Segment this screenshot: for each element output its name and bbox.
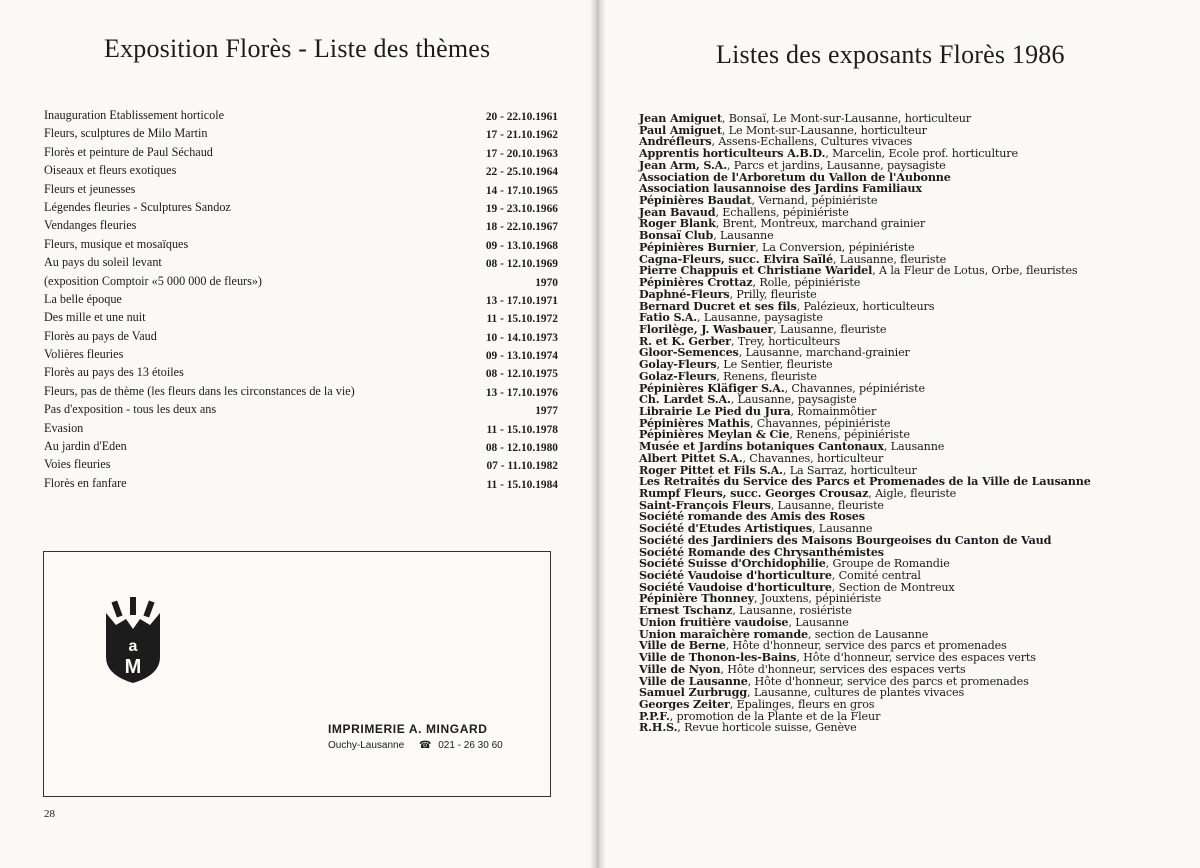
exhibitor-name: P.P.F. xyxy=(639,708,670,723)
exhibitor-details: , Lausanne, marchand-grainier xyxy=(738,346,910,360)
telephone-icon: ☎ xyxy=(418,740,432,751)
exhibitor-name: Musée et Jardins botaniques Cantonaux xyxy=(639,439,884,454)
exhibitor-details: , Rolle, pépiniériste xyxy=(752,276,861,290)
exhibitor-details: , Chavannes, horticulteur xyxy=(742,451,884,465)
exhibitor-details: , Chavannes, pépiniériste xyxy=(784,381,925,395)
theme-date: 1970 xyxy=(535,276,558,289)
exhibitor-details: , Section de Montreux xyxy=(831,580,955,594)
exhibitor-name: Société Vaudoise d'horticulture xyxy=(639,568,832,583)
exhibitor-details: , Bonsaï, Le Mont-sur-Lausanne, horticulteur xyxy=(721,112,971,125)
exhibitor-name: Golay-Fleurs xyxy=(639,357,717,372)
exhibitor-details: , Lausanne xyxy=(883,440,945,454)
exhibitor-details: , La Conversion, pépiniériste xyxy=(755,240,915,254)
exhibitor-details: , Lausanne, paysagiste xyxy=(697,311,823,325)
theme-name: Voies fleuries xyxy=(44,457,111,472)
theme-date: 09 - 13.10.1974 xyxy=(485,350,558,363)
theme-date: 09 - 13.10.1968 xyxy=(485,239,558,252)
logo-letter-a: a xyxy=(128,638,138,655)
theme-row xyxy=(44,143,564,161)
printer-location: Ouchy-Lausanne xyxy=(328,740,405,751)
printer-address xyxy=(328,740,503,751)
exhibitor-details: , Hôte d'honneur, service des parcs et promenades xyxy=(725,639,1007,653)
theme-date: 11 - 15.10.1978 xyxy=(486,423,558,436)
book-gutter xyxy=(590,0,606,868)
theme-name: Florès au pays de Vaud xyxy=(44,328,157,343)
theme-row xyxy=(44,180,564,198)
exhibitor-name: Ville de Lausanne xyxy=(639,673,748,688)
theme-name: Inauguration Etablissement horticole xyxy=(44,108,225,122)
exhibitor-name: Saint-François Fleurs xyxy=(639,497,771,512)
exhibitor-name: Société d'Etudes Artistiques xyxy=(639,521,812,536)
exhibitor-details: , Lausanne xyxy=(812,522,873,536)
theme-name: Florès en fanfare xyxy=(44,475,127,490)
theme-name: Fleurs, sculptures de Milo Martin xyxy=(44,126,208,141)
theme-name: Au pays du soleil levant xyxy=(44,255,162,270)
exhibitor-details: , Renens, fleuriste xyxy=(716,369,817,383)
theme-date: 08 - 12.10.1980 xyxy=(485,442,558,455)
theme-date: 22 - 25.10.1964 xyxy=(485,166,558,179)
exhibitor-name: Rumpf Fleurs, succ. Georges Crousaz xyxy=(639,486,869,500)
theme-row xyxy=(44,253,564,271)
exhibitor-details: , Parcs et jardins, Lausanne, paysagiste xyxy=(726,158,946,172)
exhibitor-name: Union fruitière vaudoise xyxy=(639,614,789,629)
theme-date: 14 - 17.10.1965 xyxy=(485,184,558,197)
exhibitor-name: Librairie Le Pied du Jura xyxy=(639,403,791,418)
exhibitor-name: Société Romande des Chrysanthémistes xyxy=(639,544,884,559)
left-page xyxy=(0,0,598,868)
exhibitor-details: , Jouxtens, pépiniériste xyxy=(753,592,882,606)
exhibitor-name: Société des Jardiniers des Maisons Bourgeoises du Canton de Vaud xyxy=(639,532,1052,547)
exhibitor-name: Pépinière Thonney xyxy=(639,591,754,606)
theme-row xyxy=(44,161,564,179)
theme-row xyxy=(44,400,564,418)
exhibitor-details: , Le Mont-sur-Lausanne, horticulteur xyxy=(721,123,927,137)
exhibitor-name: Roger Pittet et Fils S.A. xyxy=(639,462,783,477)
exhibitor-name: Ernest Tschanz xyxy=(639,603,733,618)
exhibitor-name: Andréfleurs xyxy=(639,134,712,149)
printer-advertisement xyxy=(43,551,551,797)
exhibitor-name: Paul Amiguet xyxy=(639,122,722,137)
theme-name: Fleurs, pas de thème (les fleurs dans les circonstances de la vie) xyxy=(44,383,355,398)
exhibitor-details: , Lausanne, fleuriste xyxy=(770,498,884,512)
exhibitor-details: , Echallens, pépiniériste xyxy=(715,205,849,219)
theme-name: Au jardin d'Eden xyxy=(44,439,127,454)
exhibitor-list xyxy=(639,113,1179,734)
theme-name: Oiseaux et fleurs exotiques xyxy=(44,163,177,178)
page-number: 28 xyxy=(44,808,55,820)
mingard-logo-icon xyxy=(102,595,164,689)
theme-date: 1977 xyxy=(535,405,558,418)
exhibitor-details: , Trey, horticulteurs xyxy=(730,334,841,348)
theme-row xyxy=(44,455,564,473)
exhibitor-name: Société Vaudoise d'horticulture xyxy=(639,579,832,594)
exhibitor-name: Pépinières Crottaz xyxy=(639,275,753,290)
exhibitor-details: , Lausanne, fleuriste xyxy=(833,252,947,266)
exhibitor-row xyxy=(639,722,1179,734)
theme-row xyxy=(44,124,564,142)
theme-row xyxy=(44,419,564,437)
exhibitor-name: Georges Zeiter xyxy=(639,696,730,711)
exhibitor-name: Pierre Chappuis et Christiane Waridel xyxy=(639,263,873,278)
exhibitor-name: Golaz-Fleurs xyxy=(639,368,717,383)
theme-row xyxy=(44,345,564,363)
exhibitor-details: , Romainmôtier xyxy=(790,404,877,418)
theme-name: (exposition Comptoir «5 000 000 de fleurs») xyxy=(44,273,262,288)
exhibitor-name: Pépinières Meylan & Cie xyxy=(639,427,790,442)
exhibitor-name: Société Suisse d'Orchidophilie xyxy=(639,556,826,571)
exhibitor-details: , Lausanne xyxy=(713,229,774,243)
theme-row xyxy=(44,474,564,492)
theme-name: Florès et peinture de Paul Séchaud xyxy=(44,144,213,159)
theme-date: 17 - 20.10.1963 xyxy=(485,147,558,160)
exhibitor-name: Daphné-Fleurs xyxy=(639,286,730,301)
exhibitor-details: , Revue horticole suisse, Genève xyxy=(677,721,857,735)
exhibitor-details: , Comité central xyxy=(831,569,921,583)
exhibitor-name: Albert Pittet S.A. xyxy=(639,450,743,465)
theme-date: 07 - 11.10.1982 xyxy=(486,460,558,473)
theme-name: Vendanges fleuries xyxy=(44,218,137,233)
printer-name: IMPRIMERIE A. MINGARD xyxy=(328,722,488,736)
theme-row xyxy=(44,198,564,216)
theme-date: 20 - 22.10.1961 xyxy=(485,111,558,123)
theme-name: Pas d'exposition - tous les deux ans xyxy=(44,402,217,417)
theme-row xyxy=(44,437,564,455)
theme-name: Fleurs, musique et mosaïques xyxy=(44,236,189,251)
exhibitor-name: Gloor-Semences xyxy=(639,345,739,360)
exhibitor-name: Pépinières Mathis xyxy=(639,415,750,430)
exhibitor-name: Ch. Lardet S.A. xyxy=(639,392,731,407)
exhibitor-name: Bonsaï Club xyxy=(639,228,714,243)
exhibitor-details: , Lausanne, paysagiste xyxy=(730,393,857,407)
theme-date: 11 - 15.10.1984 xyxy=(486,478,558,491)
exhibitor-name: Florilège, J. Wasbauer xyxy=(639,321,774,336)
theme-date: 17 - 21.10.1962 xyxy=(485,129,558,142)
exhibitor-details: , Epalinges, fleurs en gros xyxy=(729,697,875,711)
exhibitor-details: , Lausanne xyxy=(788,615,849,629)
exhibitor-name: Ville de Nyon xyxy=(639,661,721,676)
exhibitors-title: Listes des exposants Florès 1986 xyxy=(716,40,1065,69)
theme-date: 08 - 12.10.1969 xyxy=(485,258,558,271)
exhibitor-name: Les Retraités du Service des Parcs et Promenades de la Ville de Lausanne xyxy=(639,474,1091,489)
exhibitor-name: Cagna-Fleurs, succ. Elvira Saïlé xyxy=(639,251,833,266)
theme-date: 10 - 14.10.1973 xyxy=(485,331,558,344)
theme-row xyxy=(44,235,564,253)
theme-row xyxy=(44,216,564,234)
exhibitor-details: , Hôte d'honneur, services des espaces verts xyxy=(720,662,966,676)
exhibitor-name: Association de l'Arboretum du Vallon de l'Aubonne xyxy=(639,169,951,184)
exhibitor-details: , A la Fleur de Lotus, Orbe, fleuristes xyxy=(872,264,1078,278)
theme-name: La belle époque xyxy=(44,291,122,306)
exhibitor-name: Jean Amiguet xyxy=(639,111,722,125)
theme-row xyxy=(44,290,564,308)
exhibitor-name: Jean Arm, S.A. xyxy=(639,157,727,172)
exhibitor-name: Pépinières Kläfiger S.A. xyxy=(639,380,785,395)
logo-letter-m: M xyxy=(124,656,142,678)
exhibitor-name: Union maraîchère romande xyxy=(639,626,808,641)
exhibitor-details: , Palézieux, horticulteurs xyxy=(796,299,935,313)
theme-date: 08 - 12.10.1975 xyxy=(485,368,558,381)
exhibitor-name: R.H.S. xyxy=(639,720,678,735)
exhibitor-details: , Lausanne, cultures de plantes vivaces xyxy=(747,686,965,700)
exhibitor-details: , Brent, Montreux, marchand grainier xyxy=(715,217,926,231)
exhibitor-details: , Le Sentier, fleuriste xyxy=(716,358,833,372)
exhibitor-details: , Vernand, pépiniériste xyxy=(751,194,878,208)
exhibitor-name: Association lausannoise des Jardins Familiaux xyxy=(639,181,922,196)
exhibitor-details: , Groupe de Romandie xyxy=(825,557,950,571)
theme-name: Florès au pays des 13 étoiles xyxy=(44,365,184,380)
exhibitor-name: Société romande des Amis des Roses xyxy=(639,509,865,524)
exhibitor-name: R. et K. Gerber xyxy=(639,333,731,348)
exhibitor-details: , Lausanne, rosiériste xyxy=(732,604,852,618)
theme-date: 11 - 15.10.1972 xyxy=(486,313,558,326)
theme-row xyxy=(44,327,564,345)
exhibitor-details: , Marcelin, Ecole prof. horticulture xyxy=(825,147,1018,161)
exhibitor-details: , Hôte d'honneur, service des parcs et promenades xyxy=(747,674,1029,688)
exhibitor-name: Samuel Zurbrugg xyxy=(639,685,748,700)
exhibitor-name: Jean Bavaud xyxy=(639,204,716,219)
theme-name: Légendes fleuries - Sculptures Sandoz xyxy=(44,199,231,214)
printer-phone: 021 - 26 30 60 xyxy=(438,740,503,751)
exhibitor-details: , Hôte d'honneur, service des espaces verts xyxy=(796,651,1036,665)
exhibitor-details: , Lausanne, fleuriste xyxy=(773,322,887,336)
theme-row xyxy=(44,363,564,381)
theme-row xyxy=(44,382,564,400)
exhibitor-details: , promotion de la Plante et de la Fleur xyxy=(669,709,881,723)
exhibitor-details: , Renens, pépiniériste xyxy=(789,428,910,442)
exhibitor-name: Pépinières Burnier xyxy=(639,239,756,254)
theme-list xyxy=(44,106,564,492)
theme-row xyxy=(44,308,564,326)
theme-row xyxy=(44,106,564,124)
exhibitor-name: Fatio S.A. xyxy=(639,310,698,325)
exhibitor-name: Apprentis horticulteurs A.B.D. xyxy=(639,146,826,161)
theme-name: Des mille et une nuit xyxy=(44,310,146,325)
theme-date: 18 - 22.10.1967 xyxy=(485,221,558,234)
theme-name: Volières fleuries xyxy=(44,347,124,362)
exhibitor-name: Roger Blank xyxy=(639,216,716,231)
exhibitor-details: , section de Lausanne xyxy=(808,627,929,641)
theme-date: 13 - 17.10.1976 xyxy=(485,386,558,399)
exhibitor-details: , Assens-Echallens, Cultures vivaces xyxy=(711,135,913,149)
exhibitor-name: Bernard Ducret et ses fils xyxy=(639,298,797,313)
exhibitor-details: , Chavannes, pépiniériste xyxy=(749,416,891,430)
theme-row xyxy=(44,272,564,290)
exhibitor-name: Pépinières Baudat xyxy=(639,193,752,208)
theme-date: 19 - 23.10.1966 xyxy=(485,202,558,215)
exhibitor-name: Ville de Thonon-les-Bains xyxy=(639,650,797,665)
theme-name: Fleurs et jeunesses xyxy=(44,181,136,196)
themes-title: Exposition Florès - Liste des thèmes xyxy=(104,34,491,63)
theme-date: 13 - 17.10.1971 xyxy=(485,294,558,307)
exhibitor-name: Ville de Berne xyxy=(639,638,726,653)
exhibitor-details: , Prilly, fleuriste xyxy=(729,287,817,301)
exhibitor-details: , Aigle, fleuriste xyxy=(868,487,957,500)
exhibitor-details: , La Sarraz, horticulteur xyxy=(782,463,917,477)
theme-name: Evasion xyxy=(44,420,84,435)
